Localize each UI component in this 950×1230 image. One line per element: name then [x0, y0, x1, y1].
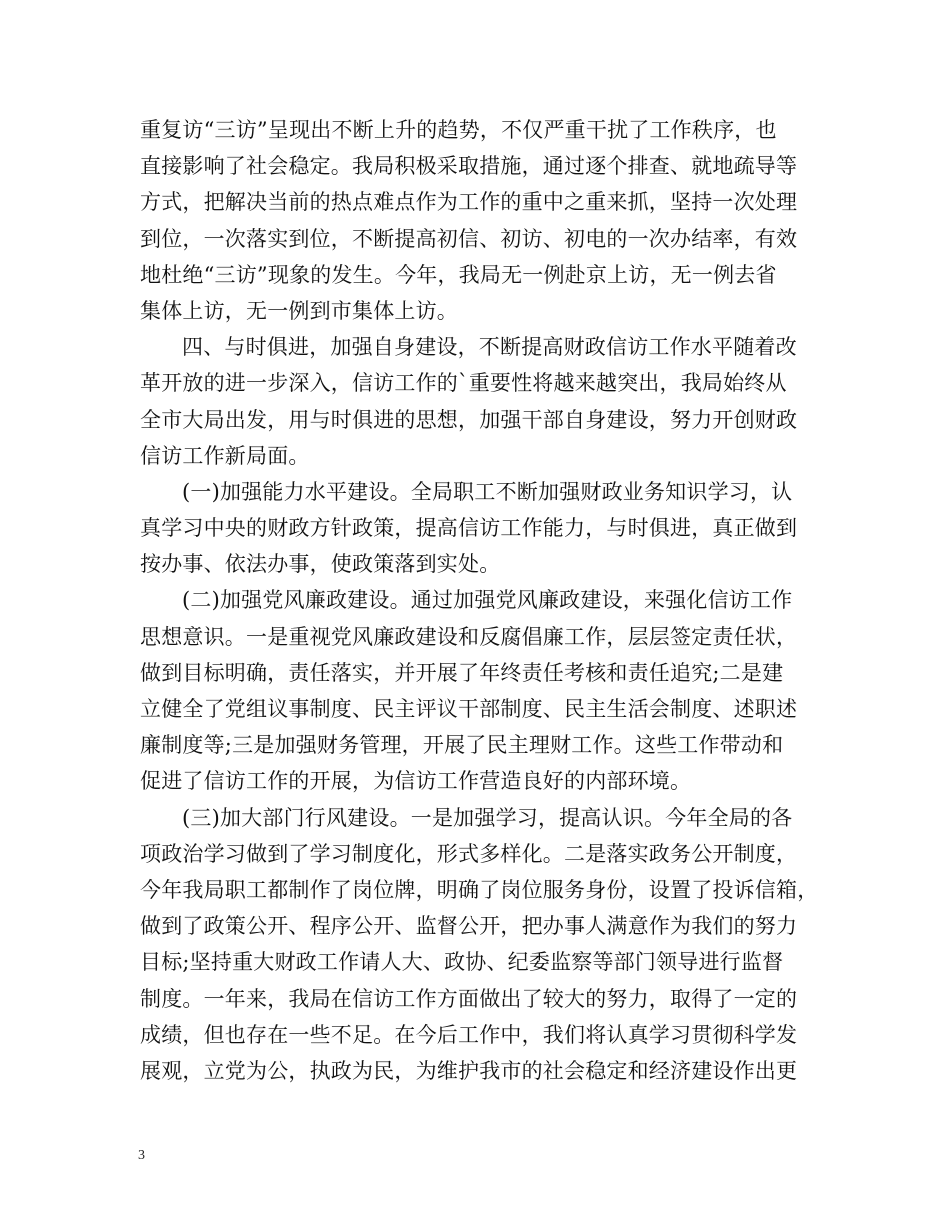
text-line: 廉制度等;三是加强财务管理，开展了民主理财工作。这些工作带动和	[140, 733, 784, 758]
page-number: 3	[138, 1148, 145, 1163]
text-line: 做到了政策公开、程序公开、监督公开，把办事人满意作为我们的努力	[140, 914, 798, 939]
text-line: 全市大局出发，用与时俱进的思想，加强干部自身建设，努力开创财政	[140, 407, 798, 432]
text-line: 今年我局职工都制作了岗位牌，明确了岗位服务身份，设置了投诉信箱，	[140, 877, 819, 902]
text-line: 思想意识。一是重视党风廉政建设和反腐倡廉工作，层层签定责任状，	[140, 624, 798, 649]
text-line: 直接影响了社会稳定。我局积极采取措施，通过逐个排查、就地疏导等	[140, 154, 798, 179]
text-line: 信访工作新局面。	[140, 443, 310, 468]
text-line: 项政治学习做到了学习制度化，形式多样化。二是落实政务公开制度，	[140, 841, 798, 866]
text-line: 立健全了党组议事制度、民主评议干部制度、民主生活会制度、述职述	[140, 697, 798, 721]
text-line: 目标;坚持重大财政工作请人大、政协、纪委监察等部门领导进行监督	[140, 950, 784, 975]
text-line: 真学习中央的财政方针政策，提高信访工作能力，与时俱进，真正做到	[140, 516, 798, 541]
text-line: 集体上访，无一例到市集体上访。	[140, 298, 458, 323]
text-line: 重复访“三访”呈现出不断上升的趋势，不仅严重干扰了工作秩序，也	[140, 118, 777, 142]
text-line: 方式，把解决当前的热点难点作为工作的重中之重来抓，坚持一次处理	[140, 190, 798, 215]
text-line: 到位，一次落实到位，不断提高初信、初访、初电的一次办结率，有效	[140, 226, 798, 251]
text-line: 促进了信访工作的开展，为信访工作营造良好的内部环境。	[140, 769, 692, 794]
text-line: 制度。一年来，我局在信访工作方面做出了较大的努力，取得了一定的	[140, 986, 798, 1011]
document-body	[140, 112, 819, 1089]
text-line: 做到目标明确，责任落实，并开展了年终责任考核和责任追究;二是建	[140, 660, 784, 685]
paragraph-start-line: (三)加大部门行风建设。一是加强学习，提高认识。今年全局的各	[182, 805, 793, 830]
paragraph-start-line: (二)加强党风廉政建设。通过加强党风廉政建设，来强化信访工作	[182, 588, 793, 613]
text-line: 成绩，但也存在一些不足。在今后工作中，我们将认真学习贯彻科学发	[140, 1022, 798, 1047]
text-line: 按办事、依法办事，使政策落到实处。	[140, 552, 501, 577]
text-line: 展观，立党为公，执政为民，为维护我市的社会稳定和经济建设作出更	[140, 1058, 798, 1083]
text-line: 地杜绝“三访”现象的发生。今年，我局无一例赴京上访，无一例去省	[140, 262, 777, 287]
paragraph-start-line: 四、与时俱进，加强自身建设，不断提高财政信访工作水平随着改	[182, 335, 797, 360]
paragraph-start-line: (一)加强能力水平建设。全局职工不断加强财政业务知识学习，认	[182, 479, 793, 504]
text-line: 革开放的进一步深入，信访工作的`重要性将越来越突出，我局始终从	[140, 371, 787, 396]
